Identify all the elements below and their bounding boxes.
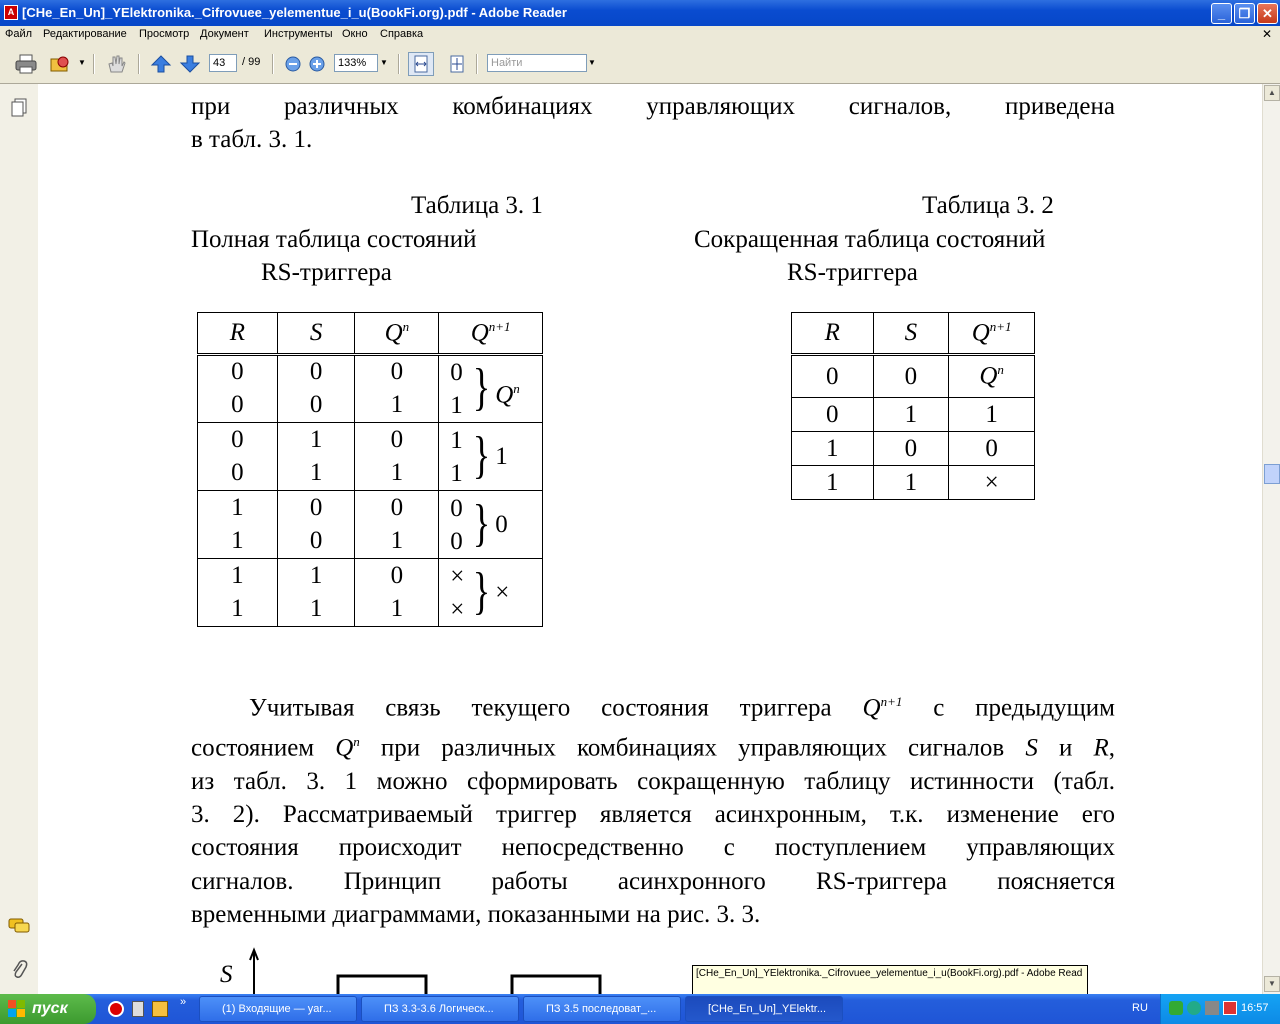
start-button[interactable] — [0, 994, 96, 1024]
table1-title: Полная таблица состояний — [191, 226, 477, 253]
result-cell: 0 0 } 0 — [439, 491, 543, 559]
zoom-out-button[interactable] — [280, 52, 306, 76]
paragraph-line: состояния происходит непосредственно с поступлением управляющих — [191, 834, 1115, 861]
navigation-pane — [0, 84, 39, 994]
minimize-button[interactable]: _ — [1211, 3, 1232, 24]
email-dropdown-arrow[interactable]: ▼ — [78, 58, 86, 67]
header-qn1: $Q^{n+1}$ — [949, 313, 1035, 355]
cell: 0 — [198, 389, 278, 423]
menu-file[interactable]: Файл — [5, 28, 33, 40]
menu-document[interactable]: Документ — [200, 28, 249, 40]
cell: 1 — [873, 398, 949, 432]
start-label: пуск — [32, 1000, 68, 1017]
table-header-row — [198, 313, 543, 355]
cell: 1 — [198, 559, 278, 593]
cell: 1 — [355, 525, 439, 559]
table2-subtitle: RS-триггера — [787, 259, 918, 286]
cell: 1 — [873, 466, 949, 500]
maximize-button[interactable]: ❐ — [1234, 3, 1255, 24]
cell: 1 — [277, 593, 355, 627]
toolbar-separator — [272, 54, 274, 74]
curly-brace: } — [472, 494, 491, 552]
table-row — [198, 423, 543, 457]
zoom-in-icon — [308, 55, 326, 73]
cell: 1 — [198, 491, 278, 525]
header-r: R — [198, 313, 278, 355]
table1-caption: Таблица 3. 1 — [411, 192, 543, 219]
cell: 1 — [277, 423, 355, 457]
paragraph-line: временными диаграммами, показанными на рис. 3. 3. — [191, 901, 761, 928]
taskbar-item-folder[interactable]: ПЗ 3.3-3.6 Логическ... — [361, 996, 519, 1022]
cell: 1 — [198, 593, 278, 627]
arrow-up-icon — [150, 54, 172, 74]
pages-icon — [10, 98, 28, 118]
taskbar-item-adobe-reader[interactable]: [CHe_En_Un]_YElektr... — [685, 996, 843, 1022]
table-row — [792, 398, 1035, 432]
email-attach-icon — [49, 54, 73, 74]
tray-app-icon[interactable] — [1169, 1001, 1183, 1015]
result-value: 0 — [495, 510, 508, 538]
table-row — [792, 466, 1035, 500]
cell: 1 — [198, 525, 278, 559]
menu-edit[interactable]: Редактирование — [43, 28, 127, 40]
cell: 0 — [277, 355, 355, 389]
comments-icon — [8, 917, 30, 935]
taskbar-tooltip: [CHe_En_Un]_YElektronika._Cifrovuee_yelementue_i_u(BookFi.org).pdf - Adobe Read — [692, 965, 1088, 995]
vertical-scrollbar[interactable] — [1262, 84, 1280, 994]
menu-help[interactable]: Справка — [380, 28, 424, 40]
cell: × — [949, 466, 1035, 500]
page-number-input[interactable]: 43 — [209, 54, 237, 72]
tray-volume-icon[interactable] — [1205, 1001, 1219, 1015]
hand-icon — [105, 54, 127, 74]
search-input[interactable]: Найти — [487, 54, 587, 72]
email-button[interactable] — [48, 52, 74, 76]
system-tray — [1160, 994, 1280, 1024]
paragraph-line: Учитывая связь текущего состояния триггера $Q^{n+1}$ с предыдущим — [249, 694, 1115, 722]
header-s: S — [277, 313, 355, 355]
previous-page-button[interactable] — [148, 52, 174, 76]
page-total: / 99 — [242, 56, 261, 68]
cell: 0 — [277, 389, 355, 423]
paragraph-line: в табл. 3. 1. — [191, 126, 313, 153]
paragraph-line: состоянием $Q^n$ при различных комбинациях управляющих сигналов S и R, — [191, 734, 1115, 762]
header-r: R — [792, 313, 874, 355]
pdf-icon: A — [4, 5, 18, 20]
windows-logo-icon — [8, 1000, 26, 1018]
menu-tools[interactable]: Инструменты — [264, 28, 333, 40]
table-row — [198, 559, 543, 593]
table-row — [198, 491, 543, 525]
toolbar-separator — [476, 54, 478, 74]
result-value: × — [495, 578, 510, 606]
zoom-out-icon — [284, 55, 302, 73]
toolbar — [0, 44, 1280, 84]
scroll-thumb[interactable] — [1264, 464, 1280, 484]
cell: 0 — [198, 355, 278, 389]
zoom-dropdown-arrow[interactable]: ▼ — [380, 58, 388, 67]
cell: 0 — [355, 559, 439, 593]
quicklaunch-expand-icon[interactable]: » — [180, 996, 187, 1008]
table1-subtitle: RS-триггера — [261, 259, 392, 286]
curly-brace: } — [472, 426, 491, 484]
menu-bar — [0, 26, 1280, 44]
header-qn1: $Q^{n+1}$ — [439, 313, 543, 355]
cell: 0 — [355, 423, 439, 457]
window-title: [CHe_En_Un]_YElektronika._Cifrovuee_yelementue_i_u(BookFi.org).pdf - Adobe Reader — [22, 5, 567, 20]
table2-title: Сокращенная таблица состояний — [694, 226, 1046, 253]
table-header-row — [792, 313, 1035, 355]
header-s: S — [873, 313, 949, 355]
cell: 1 — [277, 457, 355, 491]
cell: 1 — [792, 432, 874, 466]
timing-diagram — [238, 944, 658, 994]
hand-tool-button[interactable] — [103, 52, 129, 76]
clock-quicklaunch-icon[interactable] — [152, 1001, 168, 1017]
taskbar-item-mail[interactable]: (1) Входящие — yar... — [199, 996, 357, 1022]
attachments-panel-button[interactable] — [10, 958, 28, 985]
cell: 1 — [355, 593, 439, 627]
pages-panel-button[interactable] — [10, 98, 28, 123]
full-state-table — [197, 312, 543, 627]
cell: 0 — [355, 355, 439, 389]
result-cell: 0 1 } $Q^n$ — [439, 355, 543, 423]
cell: 1 — [277, 559, 355, 593]
cell: 0 — [792, 398, 874, 432]
cell: 0 — [355, 491, 439, 525]
zoom-in-button[interactable] — [304, 52, 330, 76]
cell: 0 — [873, 355, 949, 398]
menu-window[interactable]: Окно — [342, 28, 368, 40]
title-bar — [0, 0, 1280, 26]
toolbar-separator — [138, 54, 140, 74]
result-value: 1 — [495, 442, 508, 470]
paragraph-line: из табл. 3. 1 можно сформировать сокращенную таблицу истинности (табл. — [191, 768, 1115, 795]
table2-caption: Таблица 3. 2 — [922, 192, 1054, 219]
document-quicklaunch-icon[interactable] — [132, 1001, 144, 1017]
table-body — [198, 355, 543, 627]
next-page-button[interactable] — [177, 52, 203, 76]
cell: 0 — [198, 423, 278, 457]
curly-brace: } — [472, 562, 491, 620]
cell: 1 — [355, 457, 439, 491]
result-cell: × × } × — [439, 559, 543, 627]
result-cell: 1 1 } 1 — [439, 423, 543, 491]
zoom-input[interactable]: 133% — [334, 54, 378, 72]
cell: 0 — [949, 432, 1035, 466]
cell: 1 — [949, 398, 1035, 432]
taskbar — [0, 994, 1280, 1024]
comments-panel-button[interactable] — [8, 917, 30, 940]
paragraph-line: 3. 2). Рассматриваемый триггер является асинхронным, т.к. изменение его — [191, 801, 1115, 828]
fit-page-icon — [448, 55, 466, 73]
scroll-down-button[interactable]: ▼ — [1264, 976, 1280, 992]
document-view — [38, 84, 1262, 994]
paragraph-line: сигналов. Принцип работы асинхронного RS-триггера поясняется — [191, 868, 1115, 895]
reduced-state-table — [791, 312, 1035, 500]
table-row — [198, 355, 543, 389]
paperclip-icon — [10, 958, 28, 980]
taskbar-item-word[interactable]: ПЗ 3.5 последоват_... — [523, 996, 681, 1022]
cell: 0 — [198, 457, 278, 491]
fit-width-icon — [412, 55, 430, 73]
menu-view[interactable]: Просмотр — [139, 28, 190, 40]
table-row — [792, 432, 1035, 466]
cell: 0 — [277, 491, 355, 525]
close-button[interactable]: ✕ — [1257, 3, 1278, 24]
fit-width-button[interactable] — [408, 52, 434, 76]
header-qn: $Q^n$ — [355, 313, 439, 355]
figure-axis-label: S — [220, 961, 233, 988]
cell: $Q^n$ — [949, 355, 1035, 398]
cell: 1 — [792, 466, 874, 500]
menu-close-doc-icon[interactable]: ✕ — [1262, 27, 1273, 41]
opera-quicklaunch-icon[interactable] — [108, 1001, 124, 1017]
toolbar-separator — [93, 54, 95, 74]
tray-network-icon[interactable] — [1187, 1001, 1201, 1015]
clock: 16:57 — [1241, 1002, 1269, 1014]
print-button[interactable] — [13, 52, 39, 76]
result-value: $Q^n$ — [495, 381, 520, 409]
paragraph-line: при различных комбинациях управляющих сигналов, приведена — [191, 93, 1115, 120]
tray-security-icon[interactable] — [1223, 1001, 1237, 1015]
search-dropdown-arrow[interactable]: ▼ — [588, 58, 596, 67]
printer-icon — [15, 54, 37, 74]
cell: 0 — [873, 432, 949, 466]
cell: 0 — [277, 525, 355, 559]
cell: 0 — [792, 355, 874, 398]
table-row — [792, 355, 1035, 398]
toolbar-separator — [398, 54, 400, 74]
scroll-up-button[interactable]: ▲ — [1264, 85, 1280, 101]
fit-page-button[interactable] — [444, 52, 470, 76]
cell: 1 — [355, 389, 439, 423]
curly-brace: } — [472, 359, 491, 416]
language-indicator[interactable]: RU — [1132, 1002, 1148, 1014]
arrow-down-icon — [179, 54, 201, 74]
